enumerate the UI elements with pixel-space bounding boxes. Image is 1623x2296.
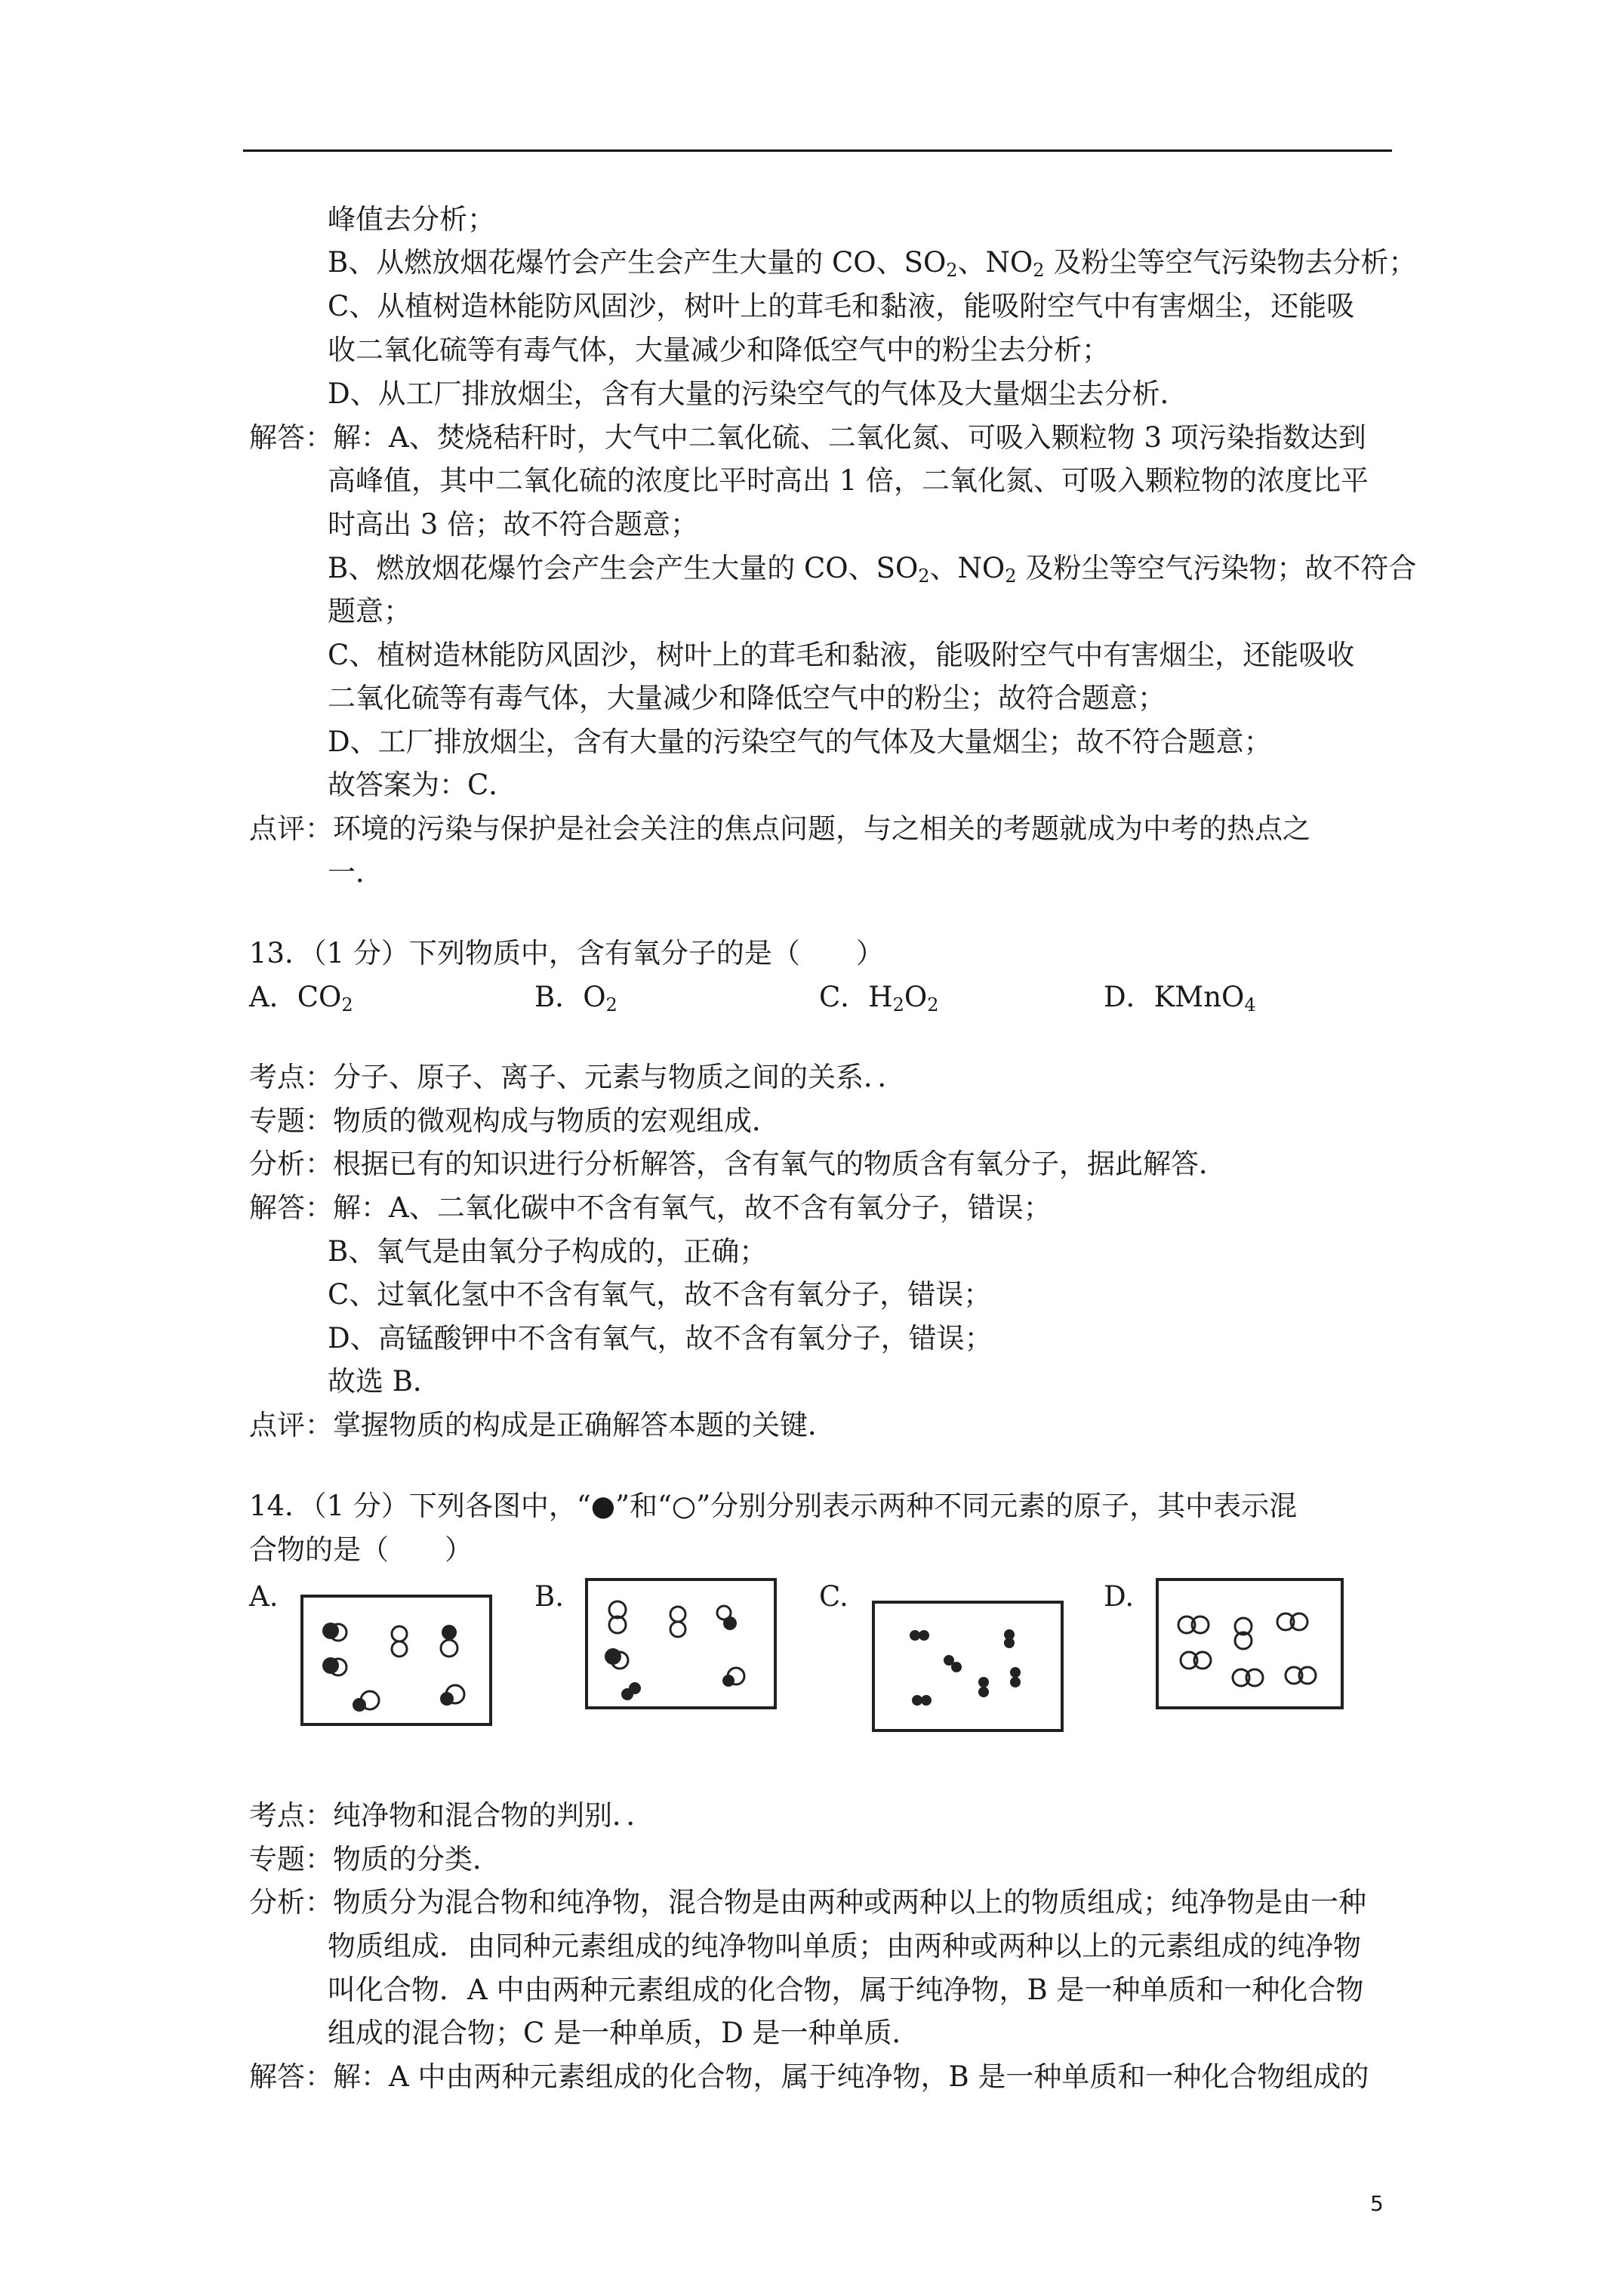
q13-review: 点评：掌握物质的构成是正确解答本题的关键． [249,1409,836,1441]
q12-line: D、从工厂排放烟尘，含有大量的污染空气的气体及大量烟尘去分析． [328,378,1188,410]
q13-answer-line: D、高锰酸钾中不含有氧气，故不含有氧分子，错误； [328,1322,993,1354]
q13-zhuanti: 专题：物质的微观构成与物质的宏观组成． [249,1105,780,1137]
q12-review: 一． [328,856,383,889]
q13-kaodian: 考点：分子、原子、离子、元素与物质之间的关系．． [249,1061,906,1093]
q12-answer-line: C、植树造林能防风固沙，树叶上的茸毛和黏液，能吸附空气中有害烟尘，还能吸收 [328,639,1355,671]
q13-fenxi: 分析：根据已有的知识进行分析解答，含有氧气的物质含有氧分子，据此解答． [249,1148,1227,1180]
header-rule [243,149,1392,152]
q12-line: B、从燃放烟花爆竹会产生会产生大量的 CO、$SO_2$、$NO_2$ 及粉尘等空气污染物去分析； [328,246,1417,281]
q12-answer-line: B、燃放烟花爆竹会产生会产生大量的 CO、$SO_2$、$NO_2$ 及粉尘等空气污染物；故不符合 [328,552,1417,587]
q13-answer-line: B、氧气是由氧分子构成的，正确； [328,1235,768,1268]
q14-stem: 合物的是（ ） [249,1533,473,1566]
q12-line: 峰值去分析； [328,203,495,236]
q14-fenxi: 分析：物质分为混合物和纯净物，混合物是由两种或两种以上的物质组成；纯净物是由一种 [249,1886,1366,1918]
q12-review: 点评：环境的污染与保护是社会关注的焦点问题，与之相关的考题就成为中考的热点之 [249,812,1310,845]
q14-fenxi: 组成的混合物；C 是一种单质，D 是一种单质． [328,2017,920,2049]
q12-line: 收二氧化硫等有毒气体，大量减少和降低空气中的粉尘去分析； [328,334,1110,366]
q13-option-c: C．$H_2O_2$ [819,981,939,1015]
q14-zhuanti: 专题：物质的分类． [249,1843,500,1875]
q14-figure-label-b: B. [534,1580,564,1613]
q12-line: C、从植树造林能防风固沙，树叶上的茸毛和黏液，能吸附空气中有害烟尘，还能吸 [328,290,1355,322]
q14-figure-d [1156,1578,1344,1710]
q14-stem: 14．（1 分）下列各图中，“●”和“○”分别分别表示两种不同元素的原子，其中表示混 [249,1490,1298,1522]
q12-answer-line: 解答：解：A、焚烧秸秆时，大气中二氧化硫、二氧化氮、可吸入颗粒物 3 项污染指数达到 [249,421,1366,454]
q12-answer-line: 高峰值，其中二氧化硫的浓度比平时高出 1 倍，二氧化氮、可吸入颗粒物的浓度比平 [328,464,1369,497]
q12-answer-line: 故答案为：C． [328,769,517,801]
q14-figure-label-c: C. [819,1580,848,1613]
q14-figure-label-d: D. [1104,1580,1135,1613]
q13-answer-line: C、过氧化氢中不含有氧气，故不含有氧分子，错误； [328,1278,992,1311]
q12-answer-line: 题意； [328,595,411,627]
q14-figure-label-a: A. [249,1580,279,1613]
q13-option-d: D．KMnO$_4$ [1104,981,1256,1015]
q12-answer-line: 二氧化硫等有毒气体，大量减少和降低空气中的粉尘；故符合题意； [328,682,1166,714]
q13-answer-line: 解答：解：A、二氧化碳中不含有氧气，故不含有氧分子，错误； [249,1191,1052,1224]
q14-kaodian: 考点：纯净物和混合物的判别．． [249,1799,654,1832]
page-number: 5 [1370,2191,1384,2216]
q14-figure-a [300,1595,493,1727]
q12-answer-line: D、工厂排放烟尘，含有大量的污染空气的气体及大量烟尘；故不符合题意； [328,726,1272,758]
q13-answer-line: 故选 B． [328,1365,441,1398]
q14-answer-line: 解答：解：A 中由两种元素组成的化合物，属于纯净物，B 是一种单质和一种化合物组成的 [249,2060,1369,2093]
q14-figure-c [872,1601,1064,1733]
q14-fenxi: 物质组成．由同种元素组成的纯净物叫单质；由两种或两种以上的元素组成的纯净物 [328,1930,1361,1962]
q14-figure-b [585,1578,778,1710]
q13-stem: 13．（1 分）下列物质中，含有氧分子的是（ ） [249,937,884,969]
q13-option-a: A．$CO_2$ [249,981,353,1015]
q13-option-b: B．$O_2$ [534,981,617,1015]
q14-fenxi: 叫化合物．A 中由两种元素组成的化合物，属于纯净物，B 是一种单质和一种化合物 [328,1974,1364,2006]
q12-answer-line: 时高出 3 倍；故不符合题意； [328,508,699,541]
